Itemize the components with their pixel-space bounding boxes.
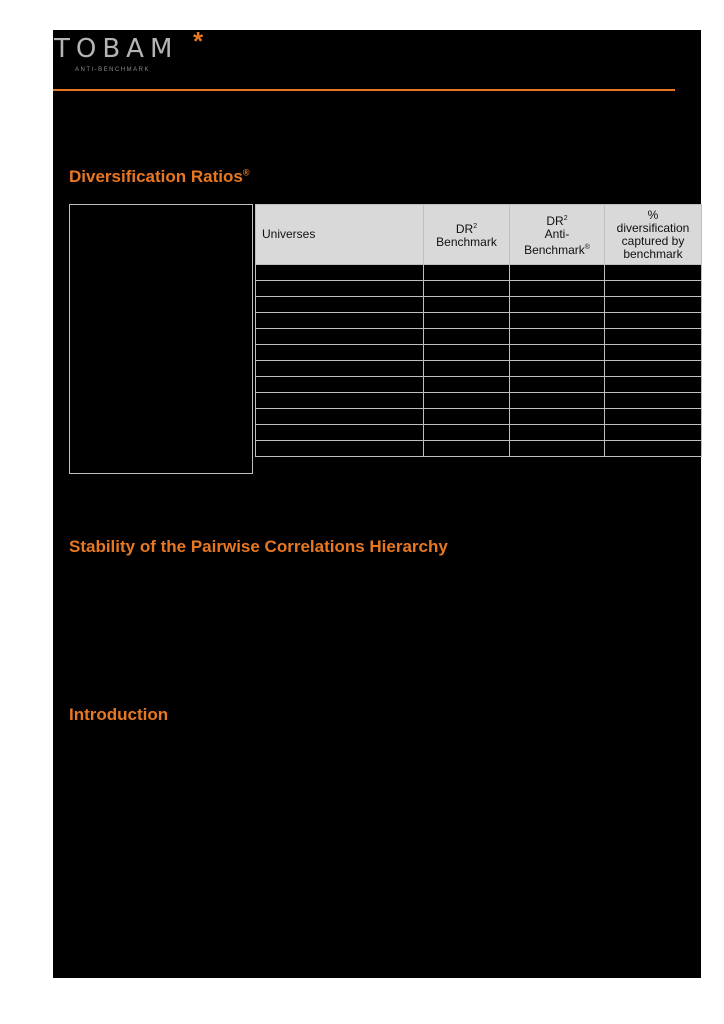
table-cell (510, 409, 605, 425)
table-row (256, 265, 702, 281)
logo-tagline: ANTI-BENCHMARK (75, 67, 151, 73)
table-cell (605, 361, 702, 377)
table-row (256, 313, 702, 329)
col-header-dr-benchmark (424, 205, 510, 265)
table-cell (510, 297, 605, 313)
table-row (256, 329, 702, 345)
header-divider (53, 89, 675, 91)
dr-label: DR (546, 214, 564, 228)
table-cell (605, 297, 702, 313)
dr-label: DR (455, 222, 474, 236)
table-row (256, 297, 702, 313)
dr-squared: 2 (473, 223, 478, 230)
stability-heading: Stability of the Pairwise Correlations Hierarchy (69, 537, 448, 556)
table-cell (510, 345, 605, 361)
table-cell (424, 329, 510, 345)
col-header-universes (256, 205, 424, 265)
table-row (256, 409, 702, 425)
table-cell (510, 393, 605, 409)
table-row (256, 441, 702, 457)
table-cell (510, 329, 605, 345)
table-cell (605, 281, 702, 297)
table-cell (510, 441, 605, 457)
percent-label: % (647, 207, 659, 222)
diversification-ratios-heading (69, 167, 249, 187)
table-row (256, 281, 702, 297)
diversification-ratios-title: Diversification Ratios (69, 167, 243, 186)
table-cell (256, 425, 424, 441)
table-cell (605, 313, 702, 329)
table-row (256, 361, 702, 377)
table-cell (605, 265, 702, 281)
table-cell (256, 441, 424, 457)
dr-squared: 2 (563, 215, 568, 222)
benchmark-label: Benchmark (524, 243, 585, 257)
table-cell (605, 345, 702, 361)
universes-label: Universes (262, 227, 316, 241)
table-cell (424, 313, 510, 329)
col-header-dr-anti-benchmark (510, 205, 605, 265)
table-cell (510, 313, 605, 329)
table-cell (424, 297, 510, 313)
table-cell (424, 345, 510, 361)
diversification-ratios-table (255, 204, 702, 457)
table-row (256, 345, 702, 361)
table-cell (605, 329, 702, 345)
anti-label: Anti- (544, 227, 570, 241)
tobam-logo (53, 26, 253, 78)
document-page (53, 26, 701, 978)
diversification-label: diversification (616, 220, 690, 235)
table-cell (605, 425, 702, 441)
table-cell (424, 441, 510, 457)
table-cell (424, 281, 510, 297)
table-body (256, 265, 702, 457)
table-cell (256, 345, 424, 361)
table-cell (605, 441, 702, 457)
table-cell (256, 265, 424, 281)
table-row (256, 393, 702, 409)
diversification-table-container (255, 204, 701, 457)
col-header-pct-diversification (605, 205, 702, 265)
table-cell (605, 409, 702, 425)
table-cell (424, 361, 510, 377)
table-cell (256, 361, 424, 377)
table-cell (424, 393, 510, 409)
table-row (256, 425, 702, 441)
table-cell (424, 409, 510, 425)
table-cell (256, 409, 424, 425)
logo-star-icon: * (193, 26, 204, 56)
table-cell (424, 377, 510, 393)
table-cell (256, 377, 424, 393)
table-row (256, 377, 702, 393)
table-cell (256, 313, 424, 329)
table-header-row (256, 205, 702, 265)
benchmark-label: Benchmark (436, 235, 497, 249)
table-cell (510, 281, 605, 297)
introduction-heading: Introduction (69, 705, 169, 724)
table-cell (605, 393, 702, 409)
table-cell (510, 265, 605, 281)
logo-wordmark: TOBAM (54, 34, 179, 64)
table-cell (510, 425, 605, 441)
captured-by-label: captured by (621, 233, 685, 248)
table-cell (510, 377, 605, 393)
table-cell (256, 393, 424, 409)
benchmark-label: benchmark (623, 246, 683, 261)
table-cell (256, 329, 424, 345)
table-cell (256, 281, 424, 297)
table-cell (605, 377, 702, 393)
table-cell (424, 425, 510, 441)
table-cell (256, 297, 424, 313)
table-side-panel (69, 204, 253, 474)
registered-mark: ® (242, 167, 250, 178)
table-cell (424, 265, 510, 281)
table-cell (510, 361, 605, 377)
registered-mark: ® (584, 244, 590, 251)
